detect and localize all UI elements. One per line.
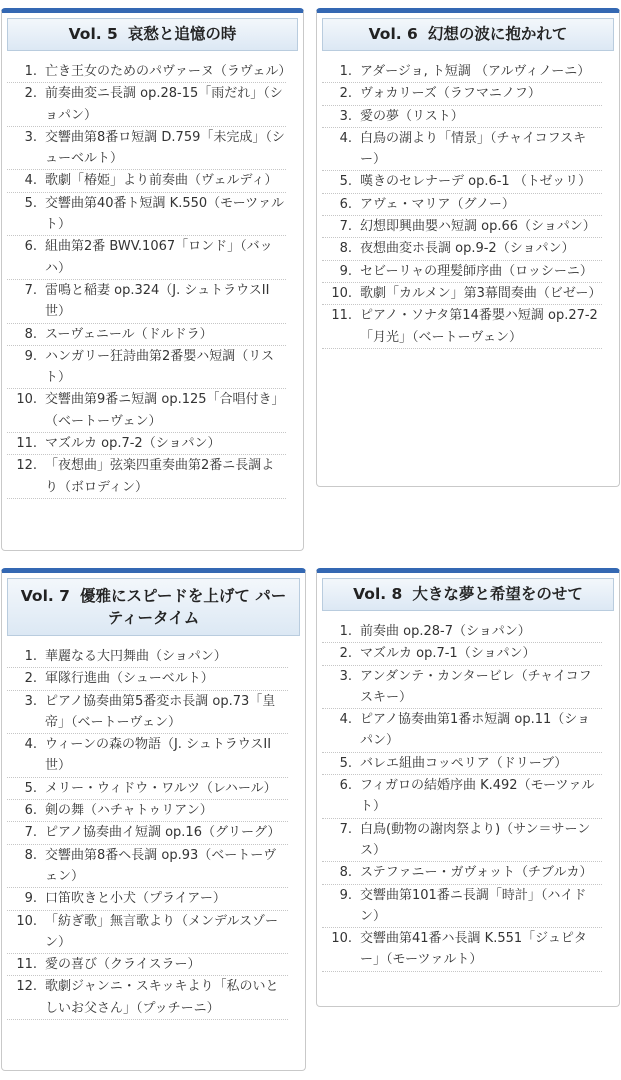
track-item xyxy=(7,61,292,83)
track-number: 12. xyxy=(16,979,37,995)
track-number: 9. xyxy=(339,887,352,903)
volume-header xyxy=(7,578,300,636)
track-number: 1. xyxy=(339,624,352,639)
track-title: 剣の舞（ハチャトゥリアン） xyxy=(45,803,213,819)
track-title: 交響曲第8番ロ短調 D.759「未完成」（シューベルト） xyxy=(45,129,285,167)
track-item xyxy=(322,643,602,665)
track-item xyxy=(7,778,288,800)
track-title: 歌劇「カルメン」第3幕間奏曲（ビゼー） xyxy=(360,285,602,301)
track-number: 8. xyxy=(24,326,37,342)
track-title: セビーリャの理髪師序曲（ロッシーニ） xyxy=(360,263,593,279)
track-title: 「紡ぎ歌」無言歌より（メンデルスゾーン） xyxy=(45,913,278,950)
track-title: ピアノ協奏曲イ短調 op.16（グリーグ） xyxy=(45,825,281,841)
track-title: 「夜想曲」弦楽四重奏曲第2番ニ長調より（ボロディン） xyxy=(45,458,275,495)
track-title: ピアノ協奏曲第5番変ホ長調 op.73「皇帝」（ベートーヴェン） xyxy=(45,693,276,730)
track-item xyxy=(322,709,602,753)
track-number: 1. xyxy=(24,64,37,79)
track-item xyxy=(7,280,286,324)
track-number: 5. xyxy=(24,780,37,796)
track-title: 愛の喜び（クライスラー） xyxy=(45,957,201,973)
track-title: メリー・ウィドウ・ワルツ（レハール） xyxy=(45,780,277,796)
track-title: ヴォカリーズ（ラフマニノフ） xyxy=(360,86,541,102)
track-title: 夜想曲変ホ長調 op.9-2（ショパン） xyxy=(360,241,575,257)
track-title: 歌劇ジャンニ・スキッキより「私のいとしいお父さん」（プッチーニ） xyxy=(45,979,279,1016)
track-title: 歌劇「椿姫」より前奏曲（ヴェルディ） xyxy=(45,173,278,189)
track-number: 8. xyxy=(339,865,352,881)
track-item xyxy=(7,193,286,237)
track-item xyxy=(7,911,288,955)
track-number: 3. xyxy=(339,668,352,684)
track-item xyxy=(7,389,286,433)
track-item xyxy=(322,83,602,105)
track-item xyxy=(322,819,602,863)
track-title: ハンガリー狂詩曲第2番嬰ハ短調（リスト） xyxy=(45,348,275,386)
track-number: 4. xyxy=(24,173,37,189)
track-number: 11. xyxy=(16,957,37,973)
track-item xyxy=(322,885,602,929)
track-item xyxy=(322,238,602,260)
track-number: 9. xyxy=(24,348,37,364)
track-number: 8. xyxy=(339,241,352,257)
track-item xyxy=(7,976,288,1020)
track-title: 白鳥(動物の謝肉祭より)（サン＝サーンス） xyxy=(360,821,591,858)
track-title: 前奏曲 op.28-7（ショパン） xyxy=(360,624,531,639)
track-title: アダージョ, ト短調 （アルヴィノーニ） xyxy=(360,64,591,79)
track-item xyxy=(7,433,286,455)
track-item xyxy=(322,128,602,172)
track-title: マズルカ op.7-2（ショパン） xyxy=(45,436,221,452)
track-item xyxy=(7,954,288,976)
track-title: アヴェ・マリア（グノー） xyxy=(360,196,515,212)
track-number: 6. xyxy=(339,778,352,794)
track-title: フィガロの結婚序曲 K.492（モーツァルト） xyxy=(360,778,595,815)
track-title: 幻想即興曲嬰ハ短調 op.66（ショパン） xyxy=(360,219,596,235)
track-list xyxy=(2,61,303,499)
track-item xyxy=(322,928,602,972)
volume-header xyxy=(322,578,614,611)
track-title: 組曲第2番 BWV.1067「ロンド」（バッハ） xyxy=(45,239,273,276)
track-number: 7. xyxy=(24,825,37,841)
track-number: 11. xyxy=(16,436,37,452)
track-title: ピアノ協奏曲第1番ホ短調 op.11（ショパン） xyxy=(360,712,590,749)
track-number: 3. xyxy=(24,129,37,145)
track-number: 10. xyxy=(331,931,352,947)
track-item xyxy=(7,888,288,910)
track-title: 交響曲第9番ニ短調 op.125「合唱付き」（ベートーヴェン） xyxy=(45,392,285,429)
track-title: ステファニー・ガヴォット（チブルカ） xyxy=(360,865,593,881)
track-item xyxy=(322,775,602,819)
track-title: 亡き王女のためのパヴァーヌ（ラヴェル） xyxy=(45,64,292,79)
track-number: 3. xyxy=(24,693,37,709)
track-item xyxy=(7,324,286,346)
track-item xyxy=(322,61,602,83)
volume-header xyxy=(322,18,614,51)
track-title: 愛の夢（リスト） xyxy=(360,108,464,124)
track-item xyxy=(322,261,602,283)
volume-number: Vol. 6 xyxy=(368,25,418,43)
track-title: 華麗なる大円舞曲（ショパン） xyxy=(45,649,227,664)
volume-title: 幻想の波に抱かれて xyxy=(427,25,568,43)
track-number: 10. xyxy=(16,913,37,929)
volume-card-6 xyxy=(316,8,620,487)
track-number: 4. xyxy=(339,712,352,728)
track-title: 前奏曲変ニ長調 op.28-15「雨だれ」（ショパン） xyxy=(45,86,283,123)
track-item xyxy=(7,170,286,192)
track-item xyxy=(7,822,288,844)
track-number: 7. xyxy=(339,821,352,837)
volume-title: 哀愁と追憶の時 xyxy=(127,25,237,43)
track-item xyxy=(7,127,286,171)
track-number: 7. xyxy=(24,282,37,298)
track-item xyxy=(7,691,288,735)
volume-number: Vol. 8 xyxy=(353,585,403,603)
track-item xyxy=(322,171,602,193)
track-number: 9. xyxy=(339,263,352,279)
track-title: 雷鳴と稲妻 op.324（J. シュトラウスII世） xyxy=(45,282,270,320)
volume-card-8 xyxy=(316,568,620,1007)
track-item xyxy=(322,862,602,884)
track-title: 白鳥の湖より「情景」（チャイコフスキー） xyxy=(360,130,587,168)
track-number: 5. xyxy=(24,195,37,211)
track-title: 軍隊行進曲（シューベルト） xyxy=(45,671,214,687)
track-title: ウィーンの森の物語（J. シュトラウスII世） xyxy=(45,737,272,774)
track-number: 12. xyxy=(16,458,37,474)
track-title: マズルカ op.7-1（ショパン） xyxy=(360,646,536,662)
track-item xyxy=(322,753,602,775)
track-number: 2. xyxy=(339,646,352,662)
track-number: 6. xyxy=(24,239,37,255)
track-title: ピアノ・ソナタ第14番嬰ハ短調 op.27-2「月光」（ベートーヴェン） xyxy=(360,308,598,345)
track-title: 嘆きのセレナーデ op.6-1 （トゼッリ） xyxy=(360,174,592,190)
track-item xyxy=(322,283,602,305)
volume-title: 大きな夢と希望をのせて xyxy=(412,585,583,603)
track-number: 4. xyxy=(24,737,37,753)
track-number: 10. xyxy=(331,285,352,301)
track-item xyxy=(7,800,288,822)
volume-card-5 xyxy=(1,8,304,551)
volume-header xyxy=(7,18,298,51)
track-number: 2. xyxy=(24,671,37,687)
track-number: 6. xyxy=(24,803,37,819)
track-number: 2. xyxy=(24,86,37,102)
volume-card-7 xyxy=(1,568,306,1071)
track-title: 交響曲第40番ト短調 K.550（モーツァルト） xyxy=(45,195,284,233)
track-number: 8. xyxy=(24,847,37,863)
volume-number: Vol. 7 xyxy=(20,587,70,605)
track-item xyxy=(7,83,286,127)
track-item xyxy=(7,236,286,280)
track-title: 交響曲第41番ハ長調 K.551「ジュピター」（モーツァルト） xyxy=(360,931,587,968)
track-title: 口笛吹きと小犬（プライアー） xyxy=(45,891,226,907)
track-number: 5. xyxy=(339,755,352,771)
track-title: スーヴェニール（ドルドラ） xyxy=(45,326,213,342)
track-number: 1. xyxy=(24,649,37,664)
track-list xyxy=(317,621,619,972)
track-item xyxy=(7,668,288,690)
track-number: 3. xyxy=(339,108,352,124)
track-item xyxy=(7,845,288,889)
track-item xyxy=(7,646,288,668)
track-number: 7. xyxy=(339,219,352,235)
track-item xyxy=(322,666,602,710)
track-list xyxy=(2,646,305,1020)
track-list xyxy=(317,61,619,349)
track-number: 1. xyxy=(339,64,352,79)
track-item xyxy=(322,305,602,349)
track-item xyxy=(7,734,288,778)
track-title: 交響曲第8番ヘ長調 op.93（ベートーヴェン） xyxy=(45,847,277,884)
track-number: 6. xyxy=(339,196,352,212)
track-title: 交響曲第101番ニ長調「時計」（ハイドン） xyxy=(360,887,587,924)
track-number: 10. xyxy=(16,392,37,408)
track-item xyxy=(322,216,602,238)
track-item xyxy=(322,106,602,128)
track-number: 11. xyxy=(331,308,352,324)
track-item xyxy=(322,621,602,643)
track-number: 4. xyxy=(339,130,352,146)
volume-title: 優雅にスピードを上げて パーティータイム xyxy=(79,587,287,627)
volume-number: Vol. 5 xyxy=(68,25,118,43)
track-item xyxy=(7,346,286,390)
track-item xyxy=(7,455,286,499)
track-title: バレエ組曲コッペリア（ドリーブ） xyxy=(360,755,568,771)
track-number: 5. xyxy=(339,174,352,190)
track-item xyxy=(322,194,602,216)
track-title: アンダンテ・カンタービレ（チャイコフスキー） xyxy=(360,668,592,705)
track-number: 2. xyxy=(339,86,352,102)
track-number: 9. xyxy=(24,891,37,907)
